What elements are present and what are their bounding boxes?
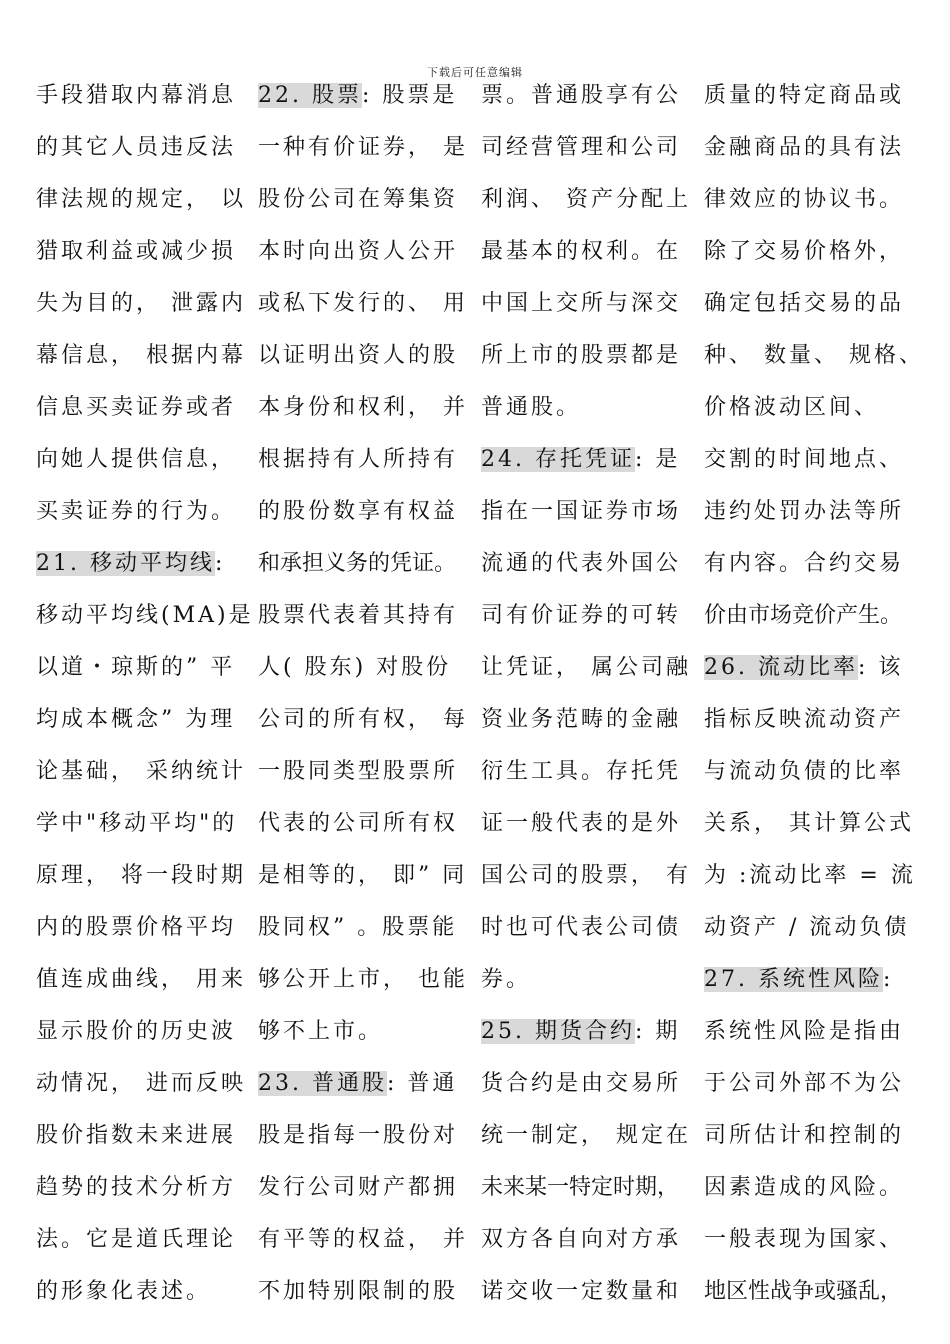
text-line	[258, 334, 480, 386]
text-line	[258, 74, 480, 126]
line-text: 本身份和权利， 并	[258, 395, 468, 420]
text-line	[481, 334, 703, 386]
text-line	[258, 542, 480, 594]
line-text: 动情况， 进而反映	[36, 1071, 246, 1096]
line-text: 资业务范畴的金融	[481, 707, 682, 732]
line-text: 的形象化表述。	[36, 1279, 212, 1304]
text-line	[258, 1062, 480, 1114]
text-line	[704, 386, 926, 438]
line-text: 指在一国证券市场	[481, 499, 682, 524]
line-text: 动资产 / 流动负债	[704, 915, 910, 940]
text-line	[258, 802, 480, 854]
line-text: 股是指每一股份对	[258, 1123, 459, 1148]
text-line	[481, 178, 703, 230]
text-line	[36, 178, 258, 230]
line-text: 司所估计和控制的	[704, 1123, 905, 1148]
text-line	[704, 698, 926, 750]
text-line	[36, 438, 258, 490]
text-line	[481, 230, 703, 282]
line-text: :	[882, 967, 894, 992]
text-line	[258, 594, 480, 646]
line-text: 显示股价的历史波	[36, 1019, 237, 1044]
line-text: 均成本概念” 为理	[36, 707, 236, 732]
text-line	[36, 126, 258, 178]
line-text: 论基础， 采纳统计	[36, 759, 246, 784]
line-text: 交割的时间地点、	[704, 447, 905, 472]
line-text: 信息买卖证券或者	[36, 395, 237, 420]
text-line	[704, 230, 926, 282]
text-line	[481, 74, 703, 126]
line-text: 不加特别限制的股	[258, 1279, 459, 1304]
text-line	[704, 438, 926, 490]
text-line	[704, 594, 926, 646]
text-line	[481, 1062, 703, 1114]
line-text: 值连成曲线， 用来	[36, 967, 246, 992]
line-text: 的其它人员违反法	[36, 135, 237, 160]
line-text: 司有价证券的可转	[481, 603, 682, 628]
term-heading: 25. 期货合约	[481, 1019, 635, 1044]
text-line	[704, 74, 926, 126]
text-line	[36, 906, 258, 958]
line-text: 指标反映流动资产	[704, 707, 905, 732]
text-line	[704, 1010, 926, 1062]
line-text: 有内容。合约交易	[704, 551, 905, 576]
text-line	[258, 386, 480, 438]
line-text: 除了交易价格外，	[704, 239, 905, 264]
line-text: 最基本的权利。在	[481, 239, 682, 264]
line-text: 一股同类型股票所	[258, 759, 459, 784]
line-text: 一般表现为国家、	[704, 1227, 905, 1252]
line-text: 幕信息， 根据内幕	[36, 343, 246, 368]
line-text: 司经营管理和公司	[481, 135, 682, 160]
text-line	[481, 386, 703, 438]
line-text: : 该	[857, 655, 904, 680]
line-text: 代表的公司所有权	[258, 811, 459, 836]
line-text: 国公司的股票， 有	[481, 863, 691, 888]
line-text: 够不上市。	[258, 1019, 384, 1044]
text-line	[704, 1166, 926, 1218]
text-line	[36, 802, 258, 854]
line-text: 金融商品的具有法	[704, 135, 905, 160]
term-heading: 24. 存托凭证	[481, 447, 635, 472]
text-line	[704, 802, 926, 854]
term-heading: 26. 流动比率	[704, 655, 858, 680]
line-text: 以道・琼斯的” 平	[36, 655, 236, 680]
text-line	[481, 1114, 703, 1166]
text-line	[36, 594, 258, 646]
text-line	[704, 334, 926, 386]
text-line	[36, 282, 258, 334]
text-line	[36, 74, 258, 126]
line-text: 失为目的， 泄露内	[36, 291, 246, 316]
text-line	[704, 1270, 926, 1322]
text-line	[36, 750, 258, 802]
text-line	[36, 334, 258, 386]
text-line	[481, 750, 703, 802]
line-text: 为 :流动比率 = 流	[704, 863, 916, 888]
term-heading: 27. 系统性风险	[704, 967, 883, 992]
term-heading: 21. 移动平均线	[36, 551, 215, 576]
text-column-1	[36, 74, 258, 1322]
line-text: 本时向出资人公开	[258, 239, 459, 264]
text-line	[36, 854, 258, 906]
line-text: 利润、 资产分配上	[481, 187, 691, 212]
text-line	[481, 958, 703, 1010]
text-line	[704, 750, 926, 802]
line-text: 地区性战争或骚乱，	[704, 1279, 903, 1304]
text-line	[258, 438, 480, 490]
text-line	[36, 386, 258, 438]
text-line	[704, 958, 926, 1010]
line-text: 股票代表着其持有	[258, 603, 459, 628]
line-text: 时也可代表公司债	[481, 915, 682, 940]
text-line	[481, 854, 703, 906]
text-line	[258, 1270, 480, 1322]
text-line	[258, 854, 480, 906]
text-line	[704, 126, 926, 178]
line-text: 证一般代表的是外	[481, 811, 682, 836]
text-line	[481, 594, 703, 646]
term-heading: 23. 普通股	[258, 1071, 387, 1096]
text-line	[36, 1166, 258, 1218]
line-text: 人( 股东) 对股份	[258, 655, 452, 680]
line-text: 一种有价证券， 是	[258, 135, 468, 160]
text-line	[481, 1218, 703, 1270]
line-text: 统一制定， 规定在	[481, 1123, 691, 1148]
text-line	[481, 1010, 703, 1062]
text-line	[258, 1166, 480, 1218]
line-text: 的股份数享有权益	[258, 499, 459, 524]
text-line	[258, 178, 480, 230]
line-text: 和承担义务的凭证。	[258, 551, 457, 576]
text-line	[36, 230, 258, 282]
text-line	[258, 750, 480, 802]
line-text: 中国上交所与深交	[481, 291, 682, 316]
text-line	[36, 646, 258, 698]
text-line	[704, 490, 926, 542]
text-line	[481, 542, 703, 594]
line-text: 双方各自向对方承	[481, 1227, 682, 1252]
line-text: 违约处罚办法等所	[704, 499, 905, 524]
text-line	[258, 230, 480, 282]
text-line	[36, 1218, 258, 1270]
text-line	[258, 906, 480, 958]
line-text: 流通的代表外国公	[481, 551, 682, 576]
line-text: 质量的特定商品或	[704, 83, 905, 108]
line-text: 衍生工具。存托凭	[481, 759, 682, 784]
line-text: : 期	[634, 1019, 681, 1044]
line-text: 券。	[481, 967, 532, 992]
line-text: 种、 数量、 规格、	[704, 343, 924, 368]
line-text: 趋势的技术分析方	[36, 1175, 237, 1200]
text-line	[704, 282, 926, 334]
text-column-2	[258, 74, 480, 1322]
line-text: 确定包括交易的品	[704, 291, 905, 316]
line-text: 公司的所有权， 每	[258, 707, 468, 732]
line-text: 法。它是道氏理论	[36, 1227, 237, 1252]
text-line	[481, 698, 703, 750]
line-text: 向她人提供信息，	[36, 447, 237, 472]
line-text: 原理， 将一段时期	[36, 863, 246, 888]
text-column-4	[704, 74, 926, 1322]
line-text: 或私下发行的、 用	[258, 291, 468, 316]
line-text: 根据持有人所持有	[258, 447, 459, 472]
text-line	[258, 126, 480, 178]
text-line	[704, 906, 926, 958]
line-text: 律效应的协议书。	[704, 187, 905, 212]
text-line	[258, 490, 480, 542]
line-text: 内的股票价格平均	[36, 915, 237, 940]
line-text: 是相等的， 即” 同	[258, 863, 468, 888]
text-line	[481, 1270, 703, 1322]
line-text: 买卖证券的行为。	[36, 499, 237, 524]
line-text: 有平等的权益， 并	[258, 1227, 468, 1252]
text-line	[704, 542, 926, 594]
line-text: 股份公司在筹集资	[258, 187, 459, 212]
line-text: 未来某一特定时期，	[481, 1175, 680, 1200]
line-text: 发行公司财产都拥	[258, 1175, 459, 1200]
line-text: 货合约是由交易所	[481, 1071, 682, 1096]
line-text: 系统性风险是指由	[704, 1019, 905, 1044]
text-line	[704, 1218, 926, 1270]
text-line	[36, 698, 258, 750]
text-line	[704, 1114, 926, 1166]
text-line	[36, 1270, 258, 1322]
line-text: 律法规的规定， 以	[36, 187, 246, 212]
line-text: 股同权” 。股票能	[258, 915, 458, 940]
line-text: 普通股。	[481, 395, 582, 420]
text-line	[36, 1010, 258, 1062]
text-line	[481, 282, 703, 334]
text-line	[258, 958, 480, 1010]
text-line	[481, 438, 703, 490]
text-line	[258, 1010, 480, 1062]
line-text: : 股票是	[361, 83, 458, 108]
text-line	[481, 646, 703, 698]
line-text: :	[214, 551, 226, 576]
line-text: 关系， 其计算公式	[704, 811, 914, 836]
text-line	[258, 698, 480, 750]
line-text: 诺交收一定数量和	[481, 1279, 682, 1304]
line-text: 让凭证， 属公司融	[481, 655, 691, 680]
text-column-3	[481, 74, 703, 1322]
line-text: 所上市的股票都是	[481, 343, 682, 368]
line-text: 股价指数未来进展	[36, 1123, 237, 1148]
text-line	[704, 178, 926, 230]
line-text: 学中"移动平均"的	[36, 811, 238, 836]
text-line	[258, 1218, 480, 1270]
line-text: 票。普通股享有公	[481, 83, 682, 108]
text-line	[481, 1166, 703, 1218]
text-line	[258, 282, 480, 334]
text-line	[481, 490, 703, 542]
text-line	[36, 1062, 258, 1114]
text-line	[704, 854, 926, 906]
page-header: 下载后可任意编辑	[427, 66, 523, 79]
text-line	[704, 1062, 926, 1114]
text-line	[481, 126, 703, 178]
text-line	[36, 542, 258, 594]
line-text: 价格波动区间、	[704, 395, 880, 420]
line-text: 价由市场竞价产生。	[704, 603, 903, 628]
line-text: 于公司外部不为公	[704, 1071, 905, 1096]
line-text: : 普通	[386, 1071, 458, 1096]
text-line	[481, 906, 703, 958]
line-text: 以证明出资人的股	[258, 343, 459, 368]
text-line	[36, 490, 258, 542]
line-text: 猎取利益或减少损	[36, 239, 237, 264]
text-line	[258, 646, 480, 698]
line-text: 够公开上市， 也能	[258, 967, 468, 992]
text-line	[36, 1114, 258, 1166]
text-line	[36, 958, 258, 1010]
text-line	[481, 802, 703, 854]
line-text: : 是	[634, 447, 681, 472]
line-text: 移动平均线(MA)是	[36, 603, 254, 628]
term-heading: 22. 股票	[258, 83, 362, 108]
line-text: 手段猎取内幕消息	[36, 83, 237, 108]
text-line	[704, 646, 926, 698]
line-text: 与流动负债的比率	[704, 759, 905, 784]
line-text: 因素造成的风险。	[704, 1175, 905, 1200]
text-line	[258, 1114, 480, 1166]
